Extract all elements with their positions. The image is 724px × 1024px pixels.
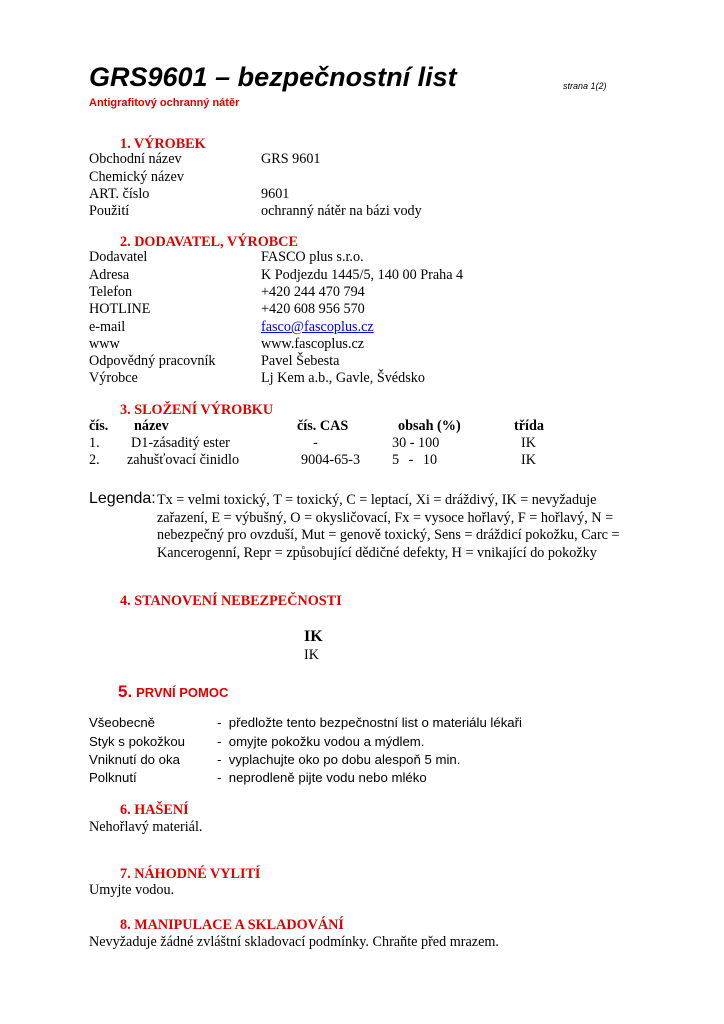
section-6-text: Nehořlavý materiál. [89, 819, 203, 835]
www-label: www [89, 336, 120, 352]
responsible-person-value: Pavel Šebesta [261, 353, 340, 369]
art-number-label: ART. číslo [89, 186, 150, 202]
table-row-2-name: zahušťovací činidlo [127, 452, 240, 468]
phone-value: +420 244 470 794 [261, 284, 365, 300]
first-aid-skin-label: Styk s pokožkou [89, 734, 186, 749]
table-row-1-name: D1-zásaditý ester [131, 435, 230, 451]
table-row-1-num: 1. [89, 435, 100, 451]
manufacturer-value: Lj Kem a.b., Gavle, Švédsko [261, 370, 425, 386]
address-label: Adresa [89, 267, 130, 283]
email-link[interactable]: fasco@fascoplus.cz [261, 319, 374, 335]
chemical-name-label: Chemický název [89, 169, 184, 185]
section-4-heading: 4. STANOVENÍ NEBEZPEČNOSTI [120, 593, 342, 609]
section-5-heading [118, 682, 228, 702]
col-name-header: název [134, 418, 169, 434]
table-row-1-cas: - [313, 435, 318, 451]
usage-value: ochranný nátěr na bázi vody [261, 203, 422, 219]
email-label: e-mail [89, 319, 126, 335]
first-aid-eye-text: vyplachujte oko po dobu alespoň 5 min. [228, 752, 461, 767]
manufacturer-label: Výrobce [89, 370, 138, 386]
supplier-value: FASCO plus s.r.o. [261, 249, 364, 265]
col-class-header: třída [514, 418, 544, 434]
document-subtitle: Antigrafitový ochranný nátěr [89, 97, 240, 109]
first-aid-skin-value: - omyjte pokožku vodou a mýdlem. [217, 734, 425, 749]
col-num-header: čís. [89, 418, 109, 434]
first-aid-ingestion-text: neprodleně pijte vodu nebo mléko [228, 770, 427, 785]
document-title: GRS9601 – bezpečnostní list [89, 62, 457, 92]
section-8-heading: 8. MANIPULACE A SKLADOVÁNÍ [120, 917, 344, 933]
section-6-heading: 6. HAŠENÍ [120, 802, 189, 818]
section-7-heading: 7. NÁHODNÉ VYLITÍ [120, 866, 261, 882]
section-3-heading: 3. SLOŽENÍ VÝROBKU [120, 402, 274, 418]
legend-label: Legenda: [89, 490, 156, 507]
table-row-1-class: IK [521, 435, 536, 451]
usage-label: Použití [89, 203, 130, 219]
hazard-class-plain: IK [304, 647, 319, 663]
first-aid-general-value: - předložte tento bezpečnostní list o materiálu lékaři [217, 715, 522, 730]
www-value: www.fascoplus.cz [261, 336, 365, 352]
section-5-title: PRVNÍ POMOC [136, 685, 229, 700]
hotline-label: HOTLINE [89, 301, 151, 317]
table-row-2-num: 2. [89, 452, 100, 468]
table-row-2-content: 5 - 10 [392, 452, 438, 468]
art-number-value: 9601 [261, 186, 290, 202]
address-value: K Podjezdu 1445/5, 140 00 Praha 4 [261, 267, 464, 283]
section-1-heading: 1. VÝROBEK [120, 136, 206, 152]
hotline-value: +420 608 956 570 [261, 301, 365, 317]
responsible-person-label: Odpovědný pracovník [89, 353, 216, 369]
col-cas-header: čís. CAS [297, 418, 349, 434]
first-aid-ingestion-value: - neprodleně pijte vodu nebo mléko [217, 770, 427, 785]
first-aid-eye-label: Vniknutí do oka [89, 752, 180, 767]
first-aid-general-label: Všeobecně [89, 715, 155, 730]
supplier-label: Dodavatel [89, 249, 148, 265]
phone-label: Telefon [89, 284, 133, 300]
section-8-text: Nevyžaduje žádné zvláštní skladovací podmínky. Chraňte před mrazem. [89, 934, 499, 950]
section-7-text: Umyjte vodou. [89, 882, 175, 898]
section-5-number: 5. [118, 682, 133, 701]
first-aid-general-text: předložte tento bezpečnostní list o materiálu lékaři [228, 715, 522, 730]
col-content-header: obsah (%) [398, 418, 461, 434]
legend-text: Tx = velmi toxický, T = toxický, C = leptací, Xi = dráždivý, IK = nevyžaduje zařazení, E = výbušný, O = okysličovací, Fx = vysoce hořlavý, F = hořlavý, N = nebezpečný pro ovzduší, Mut = genově toxický, Sens = dráždicí pokožku, Carc = Kancerogenní, Repr = způsobující dědičné defekty, H = vnikající do pokožky [157, 492, 620, 561]
section-2-heading: 2. DODAVATEL, VÝROBCE [120, 234, 298, 250]
first-aid-eye-value: - vyplachujte oko po dobu alespoň 5 min. [217, 752, 461, 767]
hazard-class-bold: IK [304, 628, 323, 645]
product-name-label: Obchodní název [89, 151, 182, 167]
table-row-2-cas: 9004-65-3 [301, 452, 361, 468]
table-row-1-content: 30 - 100 [392, 435, 440, 451]
first-aid-skin-text: omyjte pokožku vodou a mýdlem. [228, 734, 425, 749]
table-row-2-class: IK [521, 452, 536, 468]
product-name-value: GRS 9601 [261, 151, 321, 167]
page-number: strana 1(2) [563, 81, 607, 91]
first-aid-ingestion-label: Polknutí [89, 770, 137, 785]
